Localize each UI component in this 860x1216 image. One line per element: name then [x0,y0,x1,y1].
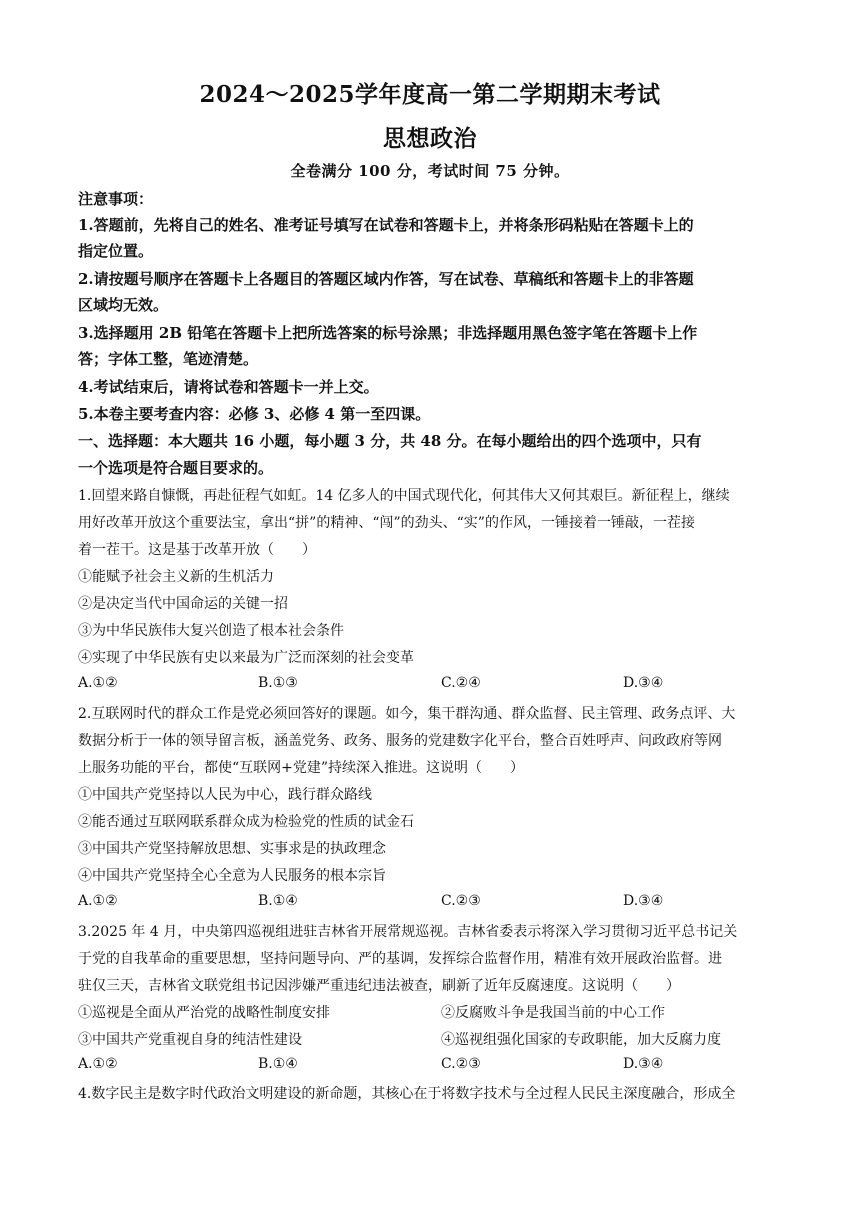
q2-statement: ②能否通过互联网联系群众成为检验党的性质的试金石 [78,814,414,830]
q3-stem-line: 于党的自我革命的重要思想，坚持问题导向、严的基调，发挥综合监督作用，精准有效开展政治监督。进 [78,951,722,967]
section-heading: 一个选项是符合题目要求的。 [78,459,274,477]
q4-stem-line: 4.数字民主是数字时代政治文明建设的新命题，其核心在于将数字技术与全过程人民民主深度融合，形成全 [78,1086,736,1102]
q1-stem-line: 着一茬干。这是基于改革开放（ ） [78,542,316,558]
q1-stem-line: 用好改革开放这个重要法宝，拿出“拼”的精神、“闯”的劲头、“实”的作风，一锤接着一锤敲，一茬接 [78,515,695,531]
q1-option-d: D.③④ [623,675,664,691]
q2-option-a: A.①② [78,893,118,909]
notice-line: 1.答题前，先将自己的姓名、准考证号填写在试卷和答题卡上，并将条形码粘贴在答题卡上的 [78,216,694,234]
q2-option-c: C.②③ [441,893,481,909]
section-heading: 一、选择题：本大题共 16 小题，每小题 3 分，共 48 分。在每小题给出的四个选项中，只有 [78,432,702,450]
subject-title: 思想政治 [383,125,477,152]
q2-stem-line: 上服务功能的平台，都使“互联网+党建”持续深入推进。这说明（ ） [78,760,525,776]
exam-title: 2024～2025学年度高一第二学期期末考试 [199,81,661,108]
q3-option-a: A.①② [78,1056,118,1072]
notice-line: 3.选择题用 2B 铅笔在答题卡上把所选答案的标号涂黑；非选择题用黑色签字笔在答题卡上作 [78,324,698,342]
q1-statement: ①能赋予社会主义新的生机活力 [78,569,274,585]
q2-statement: ④中国共产党坚持全心全意为人民服务的根本宗旨 [78,868,386,884]
notice-line: 指定位置。 [78,242,154,260]
q3-stem-line: 3.2025 年 4 月，中央第四巡视组进驻吉林省开展常规巡视。吉林省委表示将深入学习贯彻习近平总书记关 [78,924,738,940]
q3-stem-line: 驻仅三天，吉林省文联党组书记因涉嫌严重违纪违法被查，刷新了近年反腐速度。这说明（ ） [78,978,680,994]
q3-statement: ①巡视是全面从严治党的战略性制度安排 [78,1005,330,1021]
notice-line: 区域均无效。 [78,296,169,314]
q2-stem-line: 数据分析于一体的领导留言板，涵盖党务、政务、服务的党建数字化平台，整合百姓呼声、问政政府等网 [78,733,722,749]
q3-statement: ②反腐败斗争是我国当前的中心工作 [441,1005,665,1021]
q3-statement: ④巡视组强化国家的专政职能，加大反腐力度 [441,1032,721,1048]
q3-option-b: B.①④ [258,1056,298,1072]
q1-option-a: A.①② [78,675,118,691]
notice-line: 5.本卷主要考查内容：必修 3、必修 4 第一至四课。 [78,405,431,423]
q1-statement: ②是决定当代中国命运的关键一招 [78,596,288,612]
notice-line: 2.请按题号顺序在答题卡上各题目的答题区域内作答，写在试卷、草稿纸和答题卡上的非答题 [78,270,694,288]
q3-option-d: D.③④ [623,1056,664,1072]
q2-statement: ③中国共产党坚持解放思想、实事求是的执政理念 [78,841,386,857]
q3-option-c: C.②③ [441,1056,481,1072]
notice-line: 答；字体工整，笔迹清楚。 [78,350,259,368]
q2-stem-line: 2.互联网时代的群众工作是党必须回答好的课题。如今，集干群沟通、群众监督、民主管理、政务点评、大 [78,706,736,722]
q2-option-b: B.①④ [258,893,298,909]
q3-statement: ③中国共产党重视自身的纯洁性建设 [78,1032,302,1048]
q1-stem-line: 1.回望来路自慷慨，再赴征程气如虹。14 亿多人的中国式现代化，何其伟大又何其艰巨。新征程上，继续 [78,488,730,504]
q1-statement: ④实现了中华民族有史以来最为广泛而深刻的社会变革 [78,650,414,666]
q1-option-c: C.②④ [441,675,481,691]
q2-option-d: D.③④ [623,893,664,909]
q2-statement: ①中国共产党坚持以人民为中心，践行群众路线 [78,787,372,803]
notice-line: 4.考试结束后，请将试卷和答题卡一并上交。 [78,378,379,396]
score-info: 全卷满分 100 分，考试时间 75 分钟。 [290,162,570,180]
notice-heading: 注意事项： [78,190,154,208]
q1-statement: ③为中华民族伟大复兴创造了根本社会条件 [78,623,344,639]
q1-option-b: B.①③ [258,675,298,691]
